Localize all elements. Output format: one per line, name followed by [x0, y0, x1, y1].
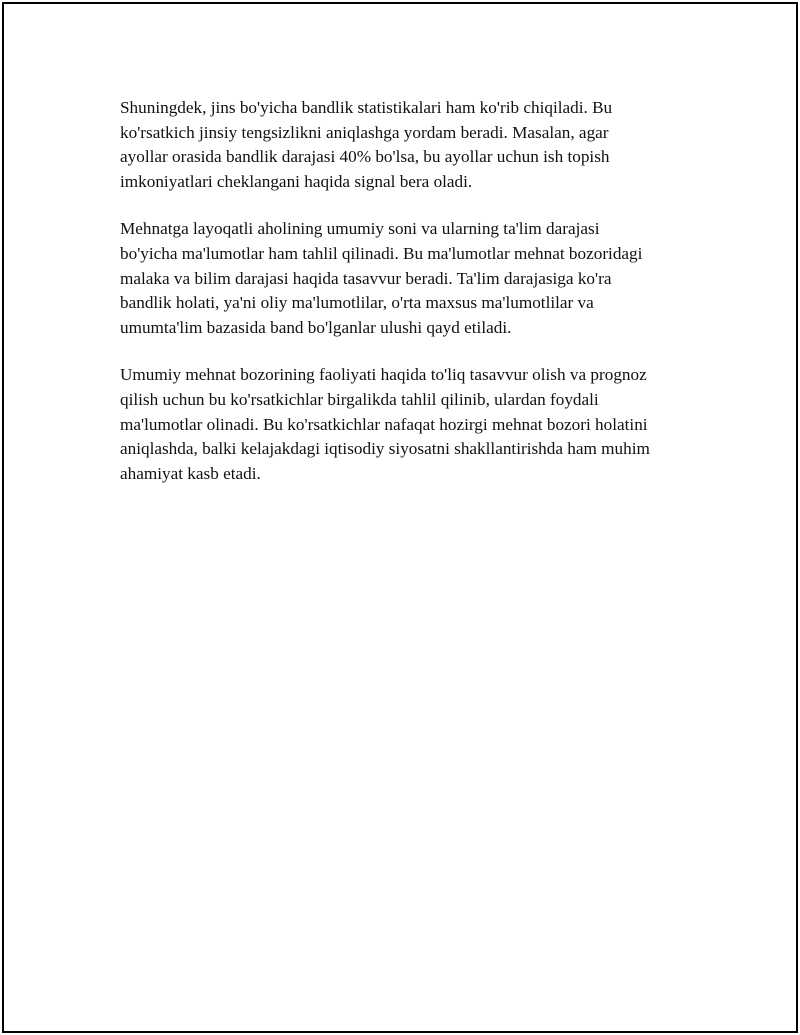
- paragraph-line: Shuningdek, jins bo'yicha bandlik statistikalari ham ko'rib chiqiladi. Bu: [120, 98, 613, 117]
- paragraph-line: ma'lumotlar olinadi. Bu ko'rsatkichlar nafaqat hozirgi mehnat bozori holatini: [120, 414, 648, 434]
- paragraph-line: Umumiy mehnat bozorining faoliyati haqida to'liq tasavvur olish va prognoz: [120, 365, 647, 385]
- paragraph-line: bo'yicha ma'lumotlar ham tahlil qilinadi. Bu ma'lumotlar mehnat bozoridagi: [120, 243, 643, 263]
- paragraph-1: [120, 96, 700, 194]
- paragraph-line: imkoniyatlari cheklangani haqida signal bera oladi.: [120, 171, 473, 191]
- paragraph-line: aniqlashda, balki kelajakdagi iqtisodiy siyosatni shakllantirishda ham muhim: [120, 439, 650, 459]
- document-page: [2, 2, 798, 1033]
- paragraph-line: ayollar orasida bandlik darajasi 40% bo'lsa, bu ayollar uchun ish topish: [120, 147, 610, 167]
- paragraph-line: Mehnatga layoqatli aholining umumiy soni va ularning ta'lim darajasi: [120, 219, 600, 239]
- paragraph-3: [120, 363, 700, 486]
- paragraph-line: ko'rsatkich jinsiy tengsizlikni aniqlashga yordam beradi. Masalan, agar: [120, 122, 609, 142]
- paragraph-2: [120, 217, 700, 340]
- paragraph-line: bandlik holati, ya'ni oliy ma'lumotlilar, o'rta maxsus ma'lumotlilar va: [120, 293, 594, 313]
- document-body: [120, 96, 700, 509]
- paragraph-line: ahamiyat kasb etadi.: [120, 463, 261, 483]
- paragraph-line: umumta'lim bazasida band bo'lganlar ulushi qayd etiladi.: [120, 317, 512, 337]
- paragraph-line: qilish uchun bu ko'rsatkichlar birgalikda tahlil qilinib, ulardan foydali: [120, 389, 599, 409]
- paragraph-line: malaka va bilim darajasi haqida tasavvur beradi. Ta'lim darajasiga ko'ra: [120, 268, 612, 288]
